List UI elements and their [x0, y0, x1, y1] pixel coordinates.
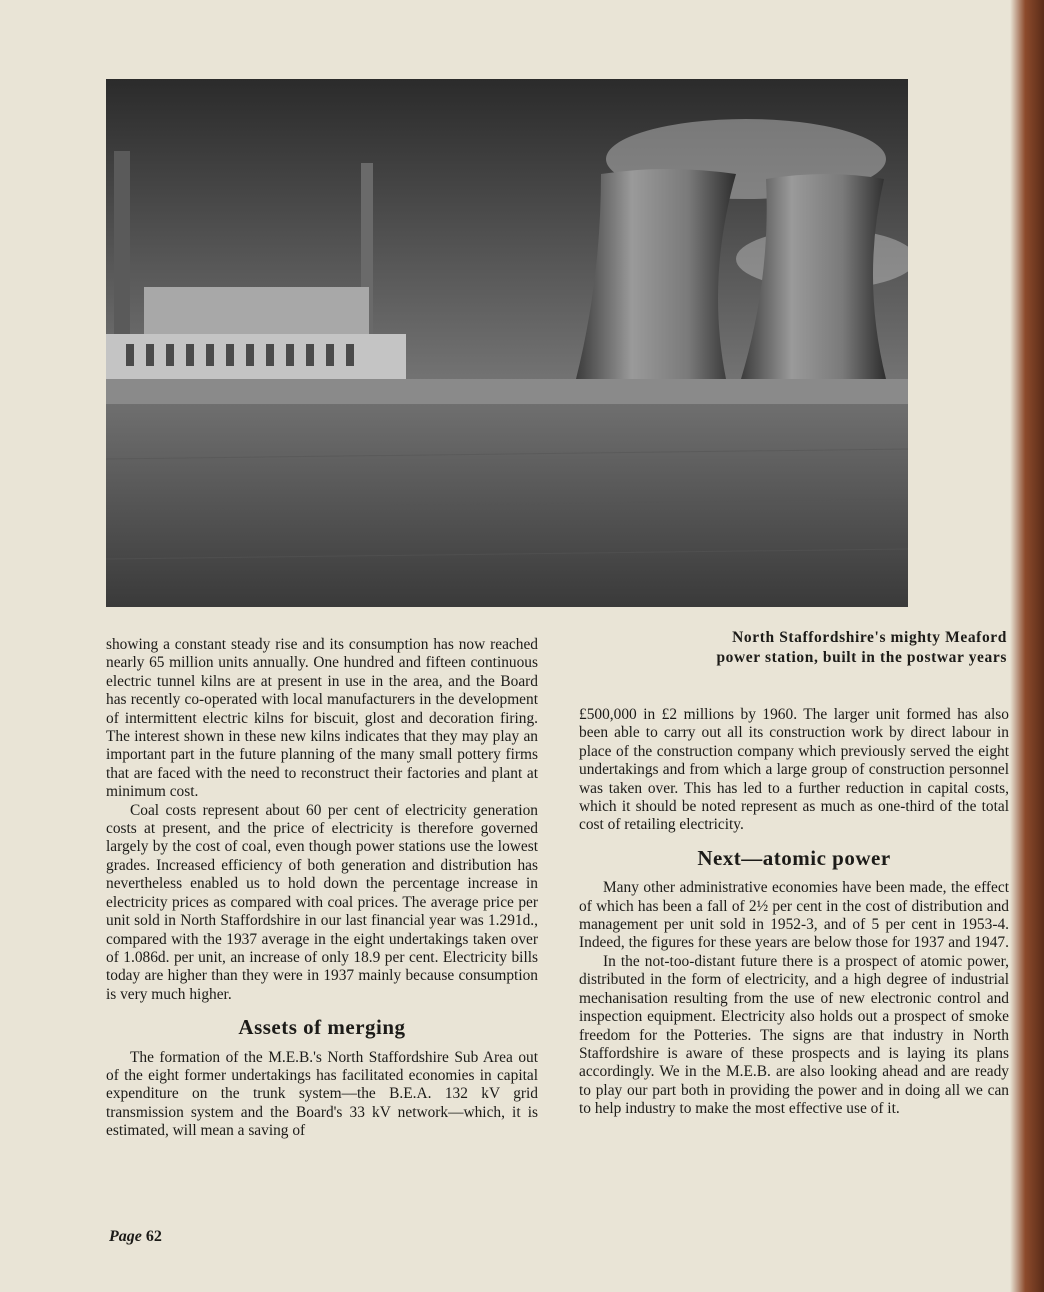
left-paragraph-1: showing a constant steady rise and its consumption has now reached nearly 65 million units annually. One hundred and fifteen continuous electric tunnel kilns are at present in use in the area, and the Board has recently co-operated with local manufacturers in the development of intermittent electric kilns for biscuit, glost and decoration firing. The interest shown in these new kilns indicates that they may play an important part in the future planning of the many small pottery firms that are faced with the need to reconstruct their factories and plant at minimum cost. [106, 636, 538, 801]
right-paragraph-2: Many other administrative economies have been made, the effect of which has been a fall of 2½ per cent in the cost of distribution and management per unit sold in 1952-3, and of 5 per cent in 1953-4. Indeed, the figures for these years are below those for 1937 and 1947. [579, 879, 1009, 952]
power-station-photo [106, 79, 908, 607]
page-edge-shadow [1010, 0, 1044, 1292]
left-paragraph-2: Coal costs represent about 60 per cent of electricity generation costs at present, and the price of electricity is therefore governed largely by the cost of coal, even though power stations use the lowest grades. Increased efficiency of both generation and distribution has nevertheless enabled us to hold down the percentage increase in electricity prices as compared with coal prices. The average price per unit sold in North Staffordshire in our last financial year was 1.291d., compared with the 1937 average in the eight undertakings taken over of 1.086d. per unit, an increase of only 18.9 per cent. Electricity bills today are higher than they were in 1937 mainly because consumption is very much higher. [106, 801, 538, 1003]
power-station-illustration [106, 79, 908, 607]
section-heading-assets-of-merging: Assets of merging [238, 1015, 406, 1040]
caption-line-2: power station, built in the postwar years [716, 649, 1007, 666]
page-number [109, 1228, 162, 1246]
left-paragraph-3: The formation of the M.E.B.'s North Staffordshire Sub Area out of the eight former undertakings has facilitated economies in capital expenditure on the trunk system—the B.E.A. 132 kV grid transmission system and the Board's 33 kV network—which, it is estimated, will mean a saving of [106, 1048, 538, 1140]
caption-line-1: North Staffordshire's mighty Meaford [732, 629, 1007, 646]
page-label: Page [109, 1228, 142, 1245]
photo-caption [640, 628, 1007, 668]
right-paragraph-3: In the not-too-distant future there is a prospect of atomic power, distributed in the form of electricity, and a high degree of industrial mechanisation resulting from the use of new electronic control and inspection equipment. Electricity also holds out a prospect of smoke freedom for the Potteries. The signs are that industry in North Staffordshire is aware of these prospects and is laying its plans accordingly. We in the M.E.B. are also looking ahead and are ready to play our part both in providing the power and in doing all we can to help industry to make the most effective use of it. [579, 952, 1009, 1118]
right-paragraph-1: £500,000 in £2 millions by 1960. The larger unit formed has also been able to carry out all its construction work by direct labour in place of the construction company which previously served the eight undertakings and from which a large group of construction personnel was taken over. This has led to a further reduction in capital costs, which it should be noted represent as much as one-third of the total cost of retailing electricity. [579, 706, 1009, 834]
left-column [106, 636, 538, 1141]
page-number-value: 62 [145, 1228, 162, 1245]
section-heading-next-atomic-power: Next—atomic power [697, 845, 891, 870]
right-column [579, 706, 1009, 1119]
